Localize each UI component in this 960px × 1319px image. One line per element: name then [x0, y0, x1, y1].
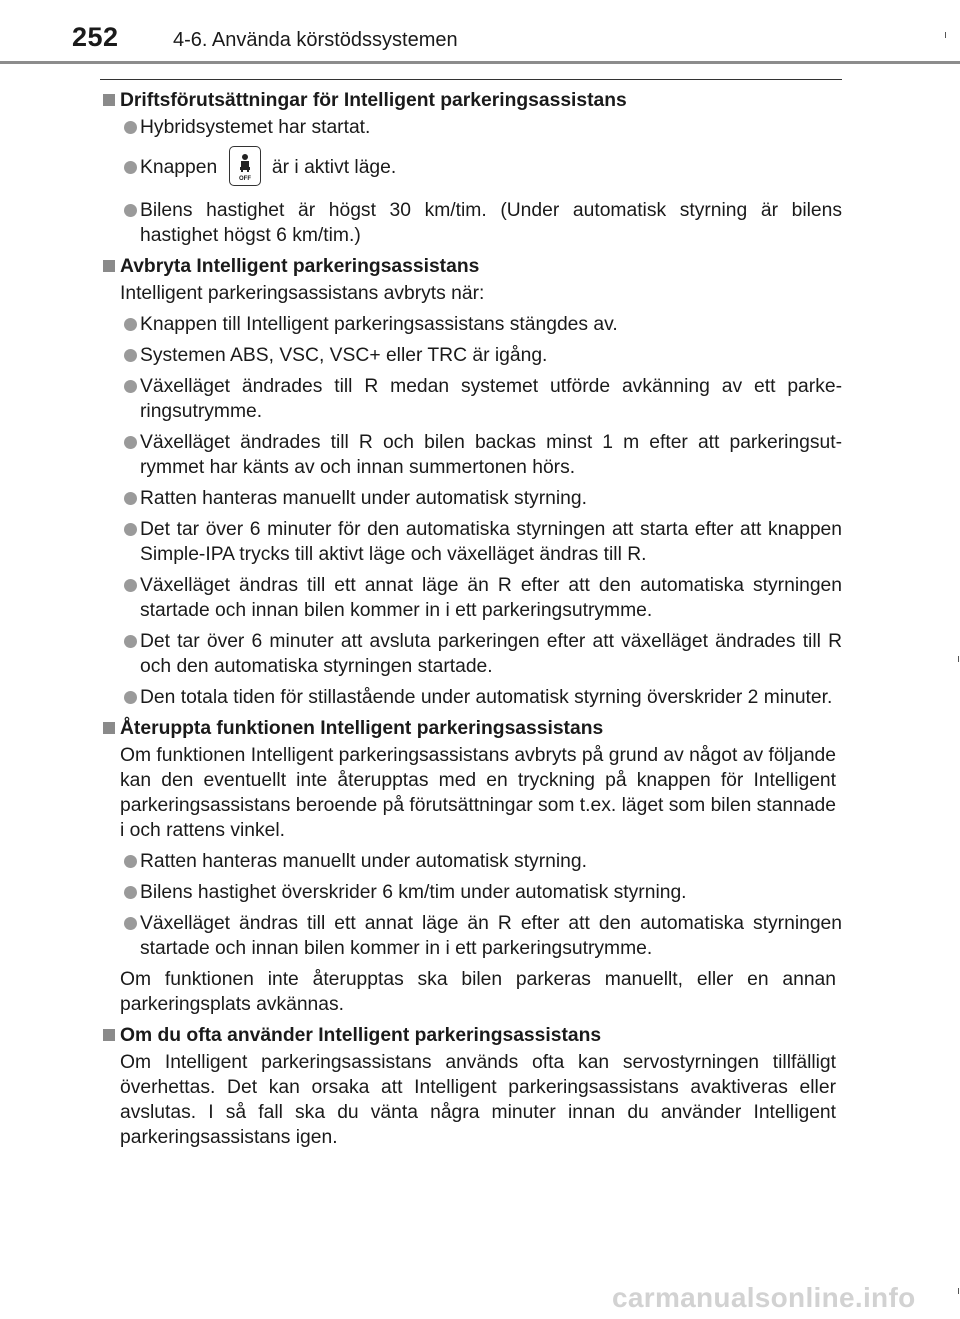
- bullet-item: Växelläget ändras till ett annat läge än R efter att den automatiska styrningen startade och innan bilen kommer in i ett parkeringsutrymme.: [102, 573, 842, 623]
- paragraph: Om funktionen inte återupptas ska bilen parkeras manuellt, eller en annan parkeringsplats avkännas.: [120, 969, 836, 1015]
- crop-mark: [945, 32, 946, 38]
- heading-square-icon: [103, 722, 115, 734]
- bullet-item: Den totala tiden för stillastående under automatisk styrning överskrider 2 minuter.: [102, 685, 842, 710]
- bullet-item: Knappen till Intelligent parkeringsassistans stängdes av.: [102, 312, 842, 337]
- bullet-dot-icon: [124, 917, 137, 930]
- section-heading-operating-conditions: Driftsförutsättningar för Intelligent parkeringsassistans: [102, 88, 842, 113]
- section-heading-cancel: Avbryta Intelligent parkeringsassistans: [102, 254, 842, 279]
- heading-square-icon: [103, 94, 115, 106]
- bullet-dot-icon: [124, 380, 137, 393]
- bullet-dot-icon: [124, 349, 137, 362]
- page-header: [0, 0, 960, 62]
- header-rule: [0, 61, 960, 64]
- chapter-title: 4-6. Använda körstödssystemen: [173, 29, 458, 51]
- page-content: [102, 88, 842, 1156]
- bullet-dot-icon: [124, 523, 137, 536]
- content-top-rule: [100, 79, 842, 80]
- bullet-dot-icon: [124, 886, 137, 899]
- section-heading-frequent-use: Om du ofta använder Intelligent parkeringsassistans: [102, 1023, 842, 1048]
- bullet-dot-icon: [124, 691, 137, 704]
- bullet-dot-icon: [124, 635, 137, 648]
- bullet-item: Ratten hanteras manuellt under automatisk styrning.: [102, 849, 842, 874]
- crop-mark: [958, 656, 959, 662]
- bullet-dot-icon: [124, 121, 137, 134]
- bullet-dot-icon: [124, 161, 137, 174]
- bullet-item: Systemen ABS, VSC, VSC+ eller TRC är igång.: [102, 343, 842, 368]
- bullet-dot-icon: [124, 204, 137, 217]
- off-label: OFF: [238, 176, 251, 182]
- paragraph: Om Intelligent parkeringsassistans används ofta kan servostyrningen tillfälligt överhettas. Det kan orsaka att Intelligent parkeringsassistans avaktiveras eller avslutas. I så fall ska du vänta några minuter innan du använder Intelligent parkeringsassistans igen.: [120, 1052, 836, 1148]
- crop-mark: [958, 1288, 959, 1294]
- bullet-dot-icon: [124, 492, 137, 505]
- section-heading-resume: Återuppta funktionen Intelligent parkeringsassistans: [102, 716, 842, 741]
- bullet-dot-icon: [124, 579, 137, 592]
- bullet-dot-icon: [124, 436, 137, 449]
- bullet-item: Hybridsystemet har startat.: [102, 115, 842, 140]
- heading-square-icon: [103, 260, 115, 272]
- bullet-item: Växelläget ändrades till R och bilen backas minst 1 m efter att parkeringsut-rymmet har känts av och innan summertonen hörs.: [102, 430, 842, 480]
- bullet-dot-icon: [124, 318, 137, 331]
- bullet-dot-icon: [124, 855, 137, 868]
- bullet-item: Växelläget ändrades till R medan systemet utförde avkänning av ett parke-ringsutrymme.: [102, 374, 842, 424]
- bullet-item: Bilens hastighet är högst 30 km/tim. (Under automatisk styrning är bilens hastighet högst 6 km/tim.): [102, 198, 842, 248]
- bullet-item-button: Knappen OFF är i aktivt läge.: [102, 148, 842, 188]
- bullet-item: Ratten hanteras manuellt under automatisk styrning.: [102, 486, 842, 511]
- bullet-item: Det tar över 6 minuter för den automatiska styrningen att starta efter att knappen Simple-IPA trycks till aktivt läge och växelläget ändras till R.: [102, 517, 842, 567]
- page-number: 252: [72, 22, 119, 52]
- bullet-item: Bilens hastighet överskrider 6 km/tim under automatisk styrning.: [102, 880, 842, 905]
- parking-assist-button-icon: [229, 146, 261, 186]
- bullet-item: Det tar över 6 minuter att avsluta parkeringen efter att växelläget ändrades till R och den automatiska styrningen startade.: [102, 629, 842, 679]
- heading-square-icon: [103, 1029, 115, 1041]
- paragraph: Om funktionen Intelligent parkeringsassistans avbryts på grund av något av följande kan den eventuellt inte återupptas med en tryckning på knappen för Intelligent parkeringsassistans beroende på förutsättningar som t.ex. läget som bilen stannade i och rattens vinkel.: [120, 745, 836, 841]
- watermark: carmanualsonline.info: [612, 1282, 916, 1313]
- paragraph: Intelligent parkeringsassistans avbryts när:: [120, 283, 485, 304]
- bullet-item: Växelläget ändras till ett annat läge än R efter att den automatiska styrningen startade och innan bilen kommer in i ett parkeringsutrymme.: [102, 911, 842, 961]
